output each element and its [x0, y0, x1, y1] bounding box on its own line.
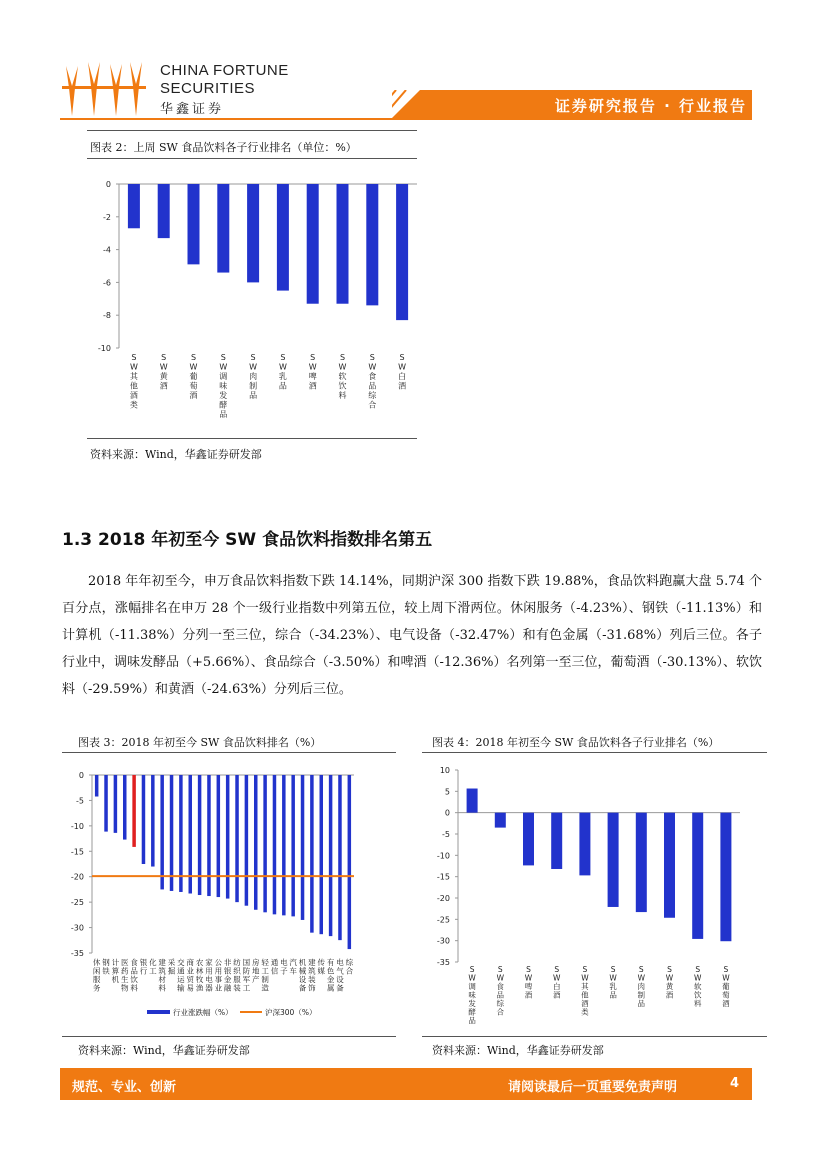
- bar: [170, 775, 174, 891]
- y-tick-label: 10: [439, 766, 450, 775]
- bar: [307, 184, 319, 304]
- x-tick-label: S W 啤酒: [524, 965, 533, 1000]
- bar: [273, 775, 277, 914]
- y-tick-label: -15: [436, 872, 450, 882]
- bar: [160, 775, 164, 889]
- figure2-source: 资料来源：Wind，华鑫证券研发部: [90, 448, 262, 461]
- y-tick-label: 0: [78, 771, 84, 780]
- x-tick-label: 化工: [149, 958, 157, 976]
- figure3-caption: 图表 3：2018 年初至今 SW 食品饮料排名（%）: [78, 736, 322, 749]
- bar: [348, 775, 352, 949]
- x-tick-label: 公用事业: [214, 958, 223, 993]
- bar: [104, 775, 108, 832]
- bar: [467, 789, 478, 813]
- y-tick-label: -5: [442, 830, 450, 839]
- y-tick-label: -35: [70, 949, 84, 958]
- bar: [608, 813, 619, 907]
- x-tick-label: 钢铁: [102, 958, 110, 976]
- y-tick-label: -30: [70, 923, 84, 933]
- x-tick-label: S W 食品综合: [496, 965, 505, 1017]
- section-paragraph: [62, 568, 762, 703]
- x-tick-label: 纺织服装: [233, 958, 241, 993]
- figure4-caption: 图表 4：2018 年初至今 SW 食品饮料各子行业排名（%）: [432, 736, 720, 749]
- x-tick-label: 传媒: [317, 958, 325, 976]
- bar: [664, 813, 675, 918]
- bar: [366, 184, 378, 305]
- bar: [396, 184, 408, 320]
- x-tick-label: 房地产: [252, 958, 260, 984]
- footer-slogan: 规范、专业、创新: [72, 1080, 177, 1095]
- figure2-bottom-rule: [87, 438, 417, 439]
- bar: [301, 775, 305, 920]
- bar: [551, 813, 562, 869]
- y-tick-label: -6: [103, 278, 111, 288]
- x-tick-label: S W 乳品: [278, 353, 287, 391]
- company-logo: [58, 58, 148, 118]
- figure2-caption: 图表 2：上周 SW 食品饮料各子行业排名（单位：%）: [90, 141, 357, 154]
- x-tick-label: 电气设备: [336, 958, 344, 993]
- x-tick-label: 商业贸易: [186, 958, 194, 993]
- bar: [95, 775, 99, 797]
- bar: [523, 813, 534, 866]
- bar: [692, 813, 703, 939]
- y-tick-label: -20: [436, 894, 450, 903]
- x-tick-label: 医药生物: [121, 958, 129, 993]
- figure2-caption-rule: [87, 158, 417, 159]
- y-tick-label: -25: [436, 915, 450, 925]
- y-tick-label: 0: [105, 180, 111, 189]
- x-tick-label: S W 乳品: [609, 965, 617, 1000]
- bar: [114, 775, 118, 833]
- bar: [338, 775, 342, 940]
- x-tick-label: 家用电器: [205, 958, 213, 993]
- company-name-en-1: CHINA FORTUNE: [160, 62, 289, 79]
- x-tick-label: 建筑材料: [158, 958, 166, 993]
- x-tick-label: S W 黄酒: [159, 353, 168, 391]
- y-tick-label: 5: [444, 787, 450, 797]
- x-tick-label: S W 白酒: [552, 965, 561, 1000]
- section-heading: 1.3 2018 年初至今 SW 食品饮料指数排名第五: [62, 530, 433, 550]
- x-tick-label: S W 食品综合: [368, 353, 377, 410]
- bar: [277, 184, 289, 291]
- legend-label-industry: 行业涨跌幅（%）: [173, 1008, 233, 1017]
- figure4-bottom-rule: [422, 1036, 767, 1037]
- x-tick-label: S W 调味发酵品: [468, 965, 476, 1025]
- bar: [263, 775, 267, 912]
- figure2-top-rule: [87, 130, 417, 131]
- y-tick-label: 0: [444, 808, 450, 818]
- x-tick-label: 建筑装饰: [308, 958, 316, 993]
- x-tick-label: 计算机: [111, 958, 120, 984]
- x-tick-label: 银行: [139, 958, 148, 976]
- x-tick-label: S W 黄酒: [665, 965, 674, 1000]
- y-tick-label: -8: [103, 311, 111, 321]
- y-tick-label: -2: [103, 212, 111, 222]
- figure3-caption-rule: [62, 752, 396, 753]
- x-tick-label: 交通运输: [177, 958, 185, 993]
- bar: [235, 775, 239, 902]
- bar: [217, 184, 229, 273]
- x-tick-label: 汽车: [289, 958, 297, 976]
- bar: [291, 775, 295, 916]
- x-tick-label: S W 肉制品: [637, 965, 646, 1008]
- y-tick-label: -10: [97, 344, 111, 353]
- figure3-source: 资料来源：Wind，华鑫证券研发部: [78, 1044, 250, 1057]
- y-tick-label: -10: [70, 821, 84, 831]
- bar: [123, 775, 127, 840]
- x-tick-label: S W 肉制品: [249, 353, 258, 400]
- y-tick-label: -20: [70, 872, 84, 882]
- report-type: 证券研究报告 · 行业报告: [554, 97, 747, 115]
- x-tick-label: 轻工制造: [261, 958, 269, 993]
- y-tick-label: -30: [436, 936, 450, 946]
- x-tick-label: S W 其他酒类: [129, 353, 138, 410]
- figure4-caption-rule: [422, 752, 767, 753]
- bar: [226, 775, 230, 899]
- x-tick-label: 通信: [270, 958, 279, 976]
- page-number: 4: [730, 1076, 740, 1091]
- header-rule: [60, 118, 752, 120]
- y-tick-label: -4: [103, 245, 111, 255]
- bar: [320, 775, 324, 934]
- figure4-chart: [422, 760, 767, 1035]
- bar: [282, 775, 286, 915]
- paragraph-text: 2018 年年初至今，申万食品饮料指数下跌 14.14%，同期沪深 300 指数下跌 19.88%，食品饮料跑赢大盘 5.74 个百分点，涨幅排名在申万 28 个一级行业指数中列第五位，较上周下滑两位。休闲服务（-4.23%）、钢铁（-11.13%）和计算机（-11.38%）分列一至三位，综合（-34.23%）、电气设备（-32.47%）和有色金属（-31.68%）列后三位。各子行业中，调味发酵品（+5.66%）、食品综合（-3.50%）和啤酒（-12.36%）名列第一至三位，葡萄酒（-30.13%）、软饮料（-29.59%）和黄酒（-24.63%）分列后三位。: [62, 574, 762, 697]
- company-name-en-2: SECURITIES: [160, 80, 256, 97]
- bar: [188, 184, 200, 264]
- bar: [636, 813, 647, 912]
- x-tick-label: S W 其他酒类: [581, 965, 589, 1017]
- y-tick-label: -25: [70, 898, 84, 908]
- bar: [142, 775, 146, 864]
- y-tick-label: -35: [436, 958, 450, 967]
- bar: [329, 775, 333, 936]
- bar: [207, 775, 211, 896]
- x-tick-label: S W 葡萄酒: [189, 353, 198, 400]
- x-tick-label: S W 啤酒: [308, 353, 317, 391]
- bar: [254, 775, 258, 910]
- bar: [132, 775, 136, 847]
- figure3-chart: [62, 760, 396, 1035]
- x-tick-label: 综合: [345, 958, 354, 976]
- x-tick-label: 采掘: [167, 958, 176, 976]
- bar: [247, 184, 259, 282]
- x-tick-label: 机械设备: [298, 958, 307, 993]
- y-tick-label: -15: [70, 847, 84, 857]
- x-tick-label: 食品饮料: [130, 958, 138, 993]
- bar: [245, 775, 249, 906]
- x-tick-label: S W 白酒: [398, 353, 407, 391]
- x-tick-label: S W 软饮料: [338, 353, 347, 400]
- x-tick-label: 国防军工: [242, 958, 251, 993]
- bar: [495, 813, 506, 828]
- figure4-source: 资料来源：Wind，华鑫证券研发部: [432, 1044, 604, 1057]
- bar: [151, 775, 155, 867]
- x-tick-label: 有色金属: [326, 958, 335, 993]
- x-tick-label: S W 软饮料: [693, 965, 702, 1008]
- x-tick-label: S W 葡萄酒: [722, 965, 730, 1008]
- bar: [720, 813, 731, 942]
- footer-disclaimer: 请阅读最后一页重要免责声明: [508, 1080, 678, 1095]
- bar: [579, 813, 590, 876]
- company-name-cn: 华鑫证券: [160, 102, 225, 117]
- bar: [217, 775, 221, 897]
- legend-label-benchmark: 沪深300（%）: [265, 1008, 317, 1017]
- bar: [128, 184, 140, 228]
- x-tick-label: 休闲服务: [92, 958, 101, 993]
- figure3-bottom-rule: [62, 1036, 396, 1037]
- x-tick-label: 非银金融: [223, 958, 232, 993]
- bar: [310, 775, 314, 933]
- x-tick-label: 农林牧渔: [195, 958, 204, 993]
- y-tick-label: -5: [76, 796, 84, 806]
- x-tick-label: 电子: [280, 958, 288, 976]
- x-tick-label: S W 调味发酵品: [219, 353, 228, 419]
- bar: [158, 184, 170, 238]
- y-tick-label: -10: [436, 851, 450, 861]
- bar: [337, 184, 349, 304]
- figure2-chart: [87, 170, 427, 420]
- bar: [179, 775, 183, 892]
